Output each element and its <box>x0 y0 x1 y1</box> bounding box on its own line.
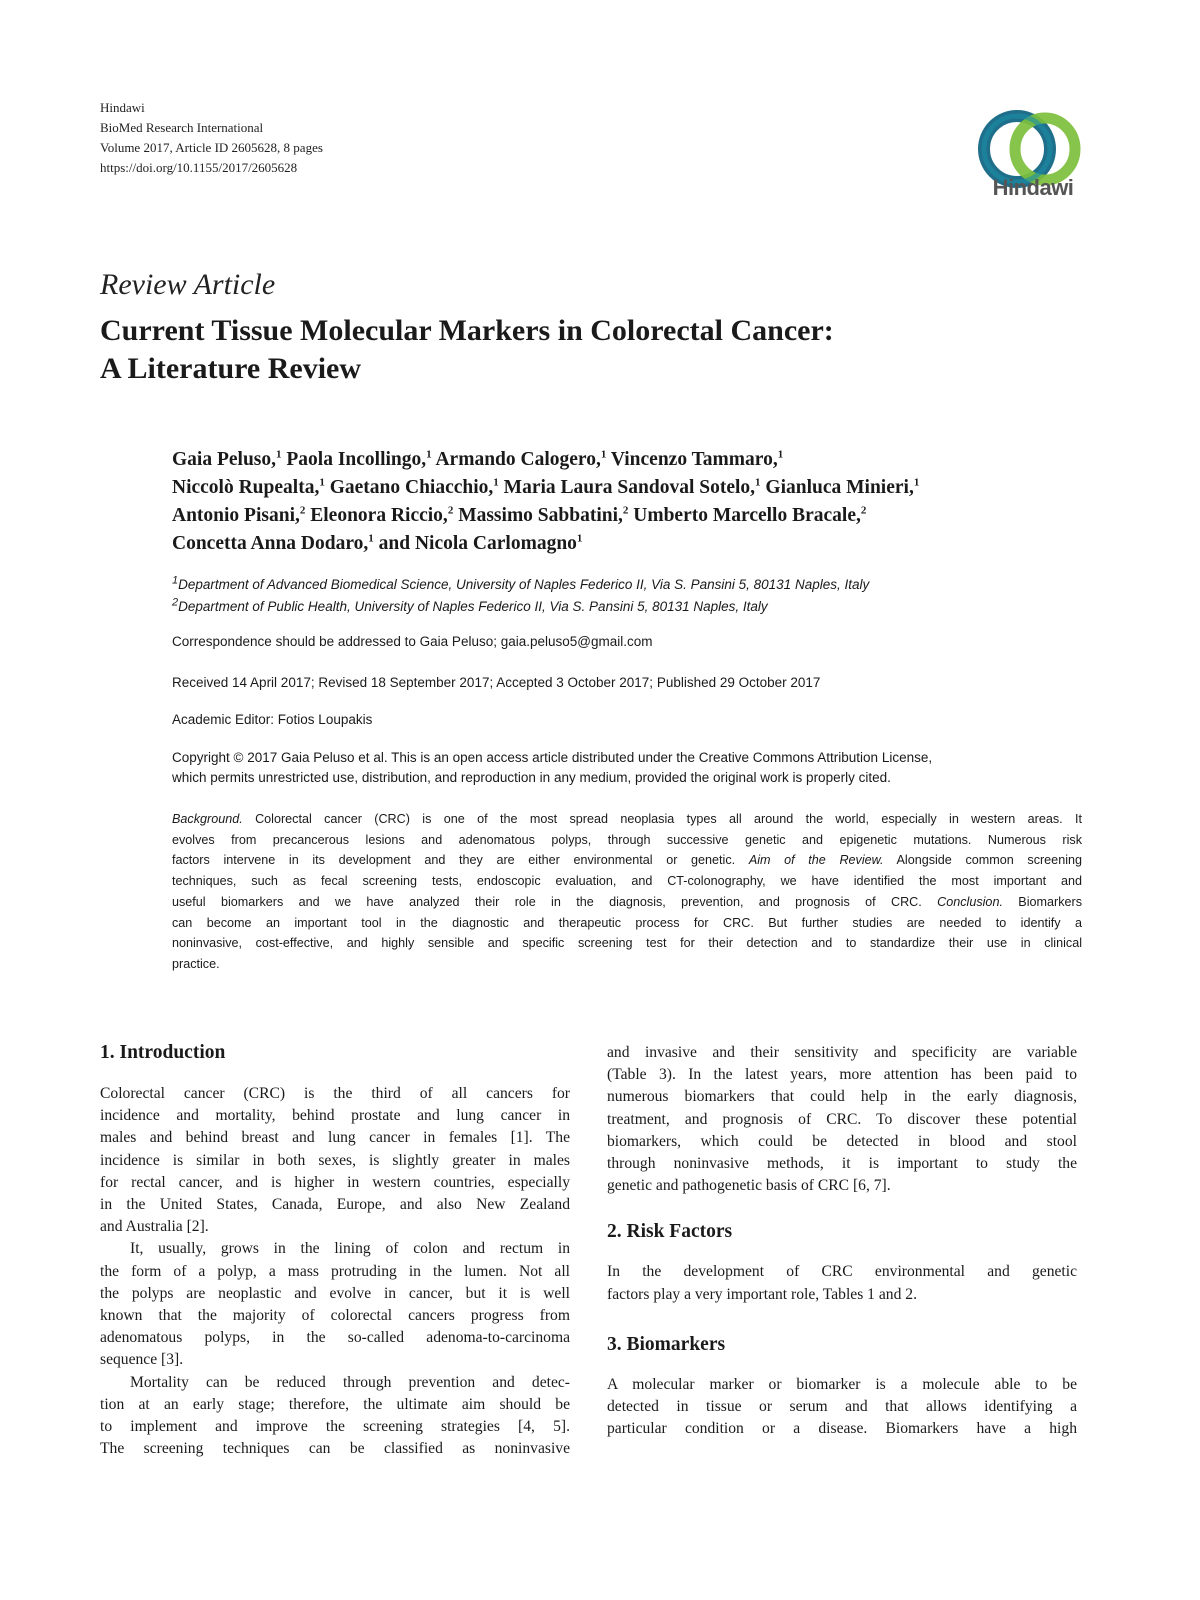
article-type: Review Article <box>100 268 276 301</box>
body-line: tion at an early stage; therefore, the ultimate aim should be <box>100 1395 570 1413</box>
copyright-notice: Copyright © 2017 Gaia Peluso et al. This is an open access article distributed under the Creative Commons Attribution License, which permits unrestricted use, distribution, and reproduction in any medium, provided the original work is properly cited. <box>172 750 933 785</box>
title-line: Current Tissue Molecular Markers in Colorectal Cancer: <box>100 314 834 347</box>
academic-editor: Academic Editor: Fotios Loupakis <box>172 712 373 727</box>
author: Armando Calogero, <box>431 449 601 470</box>
body-line: It, usually, grows in the lining of colon and rectum in <box>130 1240 570 1258</box>
author: and Nicola Carlomagno <box>373 533 577 554</box>
abstract-line: Background. Colorectal cancer (CRC) is one of the most spread neoplasia types all around the world, especially in western areas. It <box>172 812 1082 826</box>
author-list <box>172 446 1092 558</box>
body-line: known that the majority of colorectal cancers progress from <box>100 1307 570 1325</box>
body-line: for rectal cancer, and is higher in western countries, especially <box>100 1173 570 1191</box>
author: Massimo Sabbatini, <box>453 505 623 526</box>
abstract-line: evolves from precancerous lesions and adenomatous polyps, through successive genetic and epigenetic mutations. Numerous risk <box>172 832 1082 847</box>
body-line: numerous biomarkers that could help in the early diagnosis, <box>607 1088 1077 1106</box>
affiliation: $^1$Department of Advanced Biomedical Science, University of Naples Federico II, Via S. Pansini 5, 80131 Naples, Italy <box>172 574 870 592</box>
journal-name: BioMed Research International <box>100 120 264 135</box>
abstract-line: useful biomarkers and we have analyzed their role in the diagnosis, prevention, and prognosis of CRC. Conclusion. Biomarkers <box>172 894 1082 909</box>
body-line: incidence and mortality, behind prostate and lung cancer in <box>100 1107 570 1125</box>
abstract-line: can become an important tool in the diagnostic and therapeutic process for CRC. But further studies are needed to identify a <box>172 915 1082 930</box>
publication-info <box>100 98 323 178</box>
author: Umberto Marcello Bracale, <box>628 505 861 526</box>
section-heading: 2. Risk Factors <box>607 1221 733 1243</box>
abstract-line: factors intervene in its development and they are either environmental or genetic. Aim of the Review. Alongside common screening <box>172 853 1083 868</box>
body-line: and Australia [2]. <box>100 1218 209 1236</box>
author: Niccolò Rupealta, <box>172 477 320 498</box>
author: Eleonora Riccio, <box>305 505 448 526</box>
abstract-line: techniques, such as fecal screening tests, endoscopic evaluation, and CT-colonography, we have identified the most important and <box>172 874 1082 889</box>
body-line: factors play a very important role, Tables 1 and 2. <box>607 1285 917 1303</box>
body-line: genetic and pathogenetic basis of CRC [6, 7]. <box>607 1177 891 1195</box>
section-heading: 1. Introduction <box>100 1042 226 1063</box>
body-line: males and behind breast and lung cancer in females [1]. The <box>100 1129 570 1147</box>
body-line: in the United States, Canada, Europe, and also New Zealand <box>100 1196 570 1214</box>
author: Gaia Peluso, <box>172 449 277 470</box>
body-line: (Table 3). In the latest years, more attention has been paid to <box>607 1066 1077 1084</box>
body-line: biomarkers, which could be detected in blood and stool <box>607 1132 1077 1150</box>
author: Antonio Pisani, <box>172 505 300 526</box>
body-line: adenomatous polyps, in the so-called adenoma-to-carcinoma <box>100 1329 570 1347</box>
author-line: Niccolò Rupealta,$^1$ Gaetano Chiacchio,$^1$ Maria Laura Sandoval Sotelo,$^1$ Gianluca Minieri,$^1$ <box>172 476 920 498</box>
author: Paola Incollingo, <box>281 449 427 470</box>
body-line: through noninvasive methods, it is important to study the <box>607 1155 1077 1173</box>
abstract-line: noninvasive, cost-effective, and highly sensible and specific screening test for their detection and to standardize their use in clinical <box>172 936 1082 951</box>
body-line: The screening techniques can be classified as noninvasive <box>100 1440 570 1458</box>
correspondence: Correspondence should be addressed to Gaia Peluso; gaia.peluso5@gmail.com <box>172 634 653 649</box>
author-line: Antonio Pisani,$^2$ Eleonora Riccio,$^2$ Massimo Sabbatini,$^2$ Umberto Marcello Bracale,$^2$ <box>172 504 867 526</box>
body-line: Colorectal cancer (CRC) is the third of all cancers for <box>100 1085 570 1102</box>
author: Concetta Anna Dodaro, <box>172 533 369 554</box>
paper-title <box>100 312 1100 388</box>
affiliations <box>172 574 869 618</box>
author: Maria Laura Sandoval Sotelo, <box>498 477 756 498</box>
section-heading: 3. Biomarkers <box>607 1333 726 1355</box>
body-line: In the development of CRC environmental and genetic <box>607 1263 1077 1281</box>
author: Vincenzo Tammaro, <box>606 449 778 470</box>
abstract <box>172 809 1082 975</box>
author-line: Concetta Anna Dodaro,$^1$ and Nicola Carlomagno$^1$ <box>172 532 583 554</box>
body-line: the polyps are neoplastic and evolve in cancer, but it is well <box>100 1284 570 1302</box>
title-line: A Literature Review <box>100 352 362 385</box>
right-column <box>607 1042 1077 1440</box>
body-line: treatment, and prognosis of CRC. To discover these potential <box>607 1110 1077 1128</box>
body-line: and invasive and their sensitivity and specificity are variable <box>607 1044 1077 1061</box>
volume-info: Volume 2017, Article ID 2605628, 8 pages <box>100 140 323 155</box>
affiliation: $^2$Department of Public Health, University of Naples Federico II, Via S. Pansini 5, 80131 Naples, Italy <box>172 596 768 614</box>
body-line: A molecular marker or biomarker is a molecule able to be <box>607 1375 1077 1393</box>
logo-wordmark: Hindawi <box>992 175 1074 200</box>
author: Gianluca Minieri, <box>760 477 914 498</box>
body-line: Mortality can be reduced through prevention and detec- <box>130 1373 570 1391</box>
body-line: detected in tissue or serum and that allows identifying a <box>607 1398 1077 1416</box>
left-column <box>100 1040 570 1460</box>
publication-dates: Received 14 April 2017; Revised 18 September 2017; Accepted 3 October 2017; Published 29 October 2017 <box>172 675 821 690</box>
body-line: particular condition or a disease. Biomarkers have a high <box>607 1420 1077 1438</box>
abstract-line: practice. <box>172 956 220 971</box>
body-line: the form of a polyp, a mass protruding in the lumen. Not all <box>100 1262 570 1280</box>
body-line: to implement and improve the screening strategies [4, 5]. <box>100 1418 570 1436</box>
author-line: Gaia Peluso,$^1$ Paola Incollingo,$^1$ Armando Calogero,$^1$ Vincenzo Tammaro,$^1$ <box>172 448 784 470</box>
doi-link[interactable]: https://doi.org/10.1155/2017/2605628 <box>100 160 298 175</box>
author: Gaetano Chiacchio, <box>324 477 494 498</box>
body-line: incidence is similar in both sexes, is slightly greater in males <box>100 1151 570 1169</box>
body-line: sequence [3]. <box>100 1351 184 1369</box>
publisher-name: Hindawi <box>100 100 145 115</box>
